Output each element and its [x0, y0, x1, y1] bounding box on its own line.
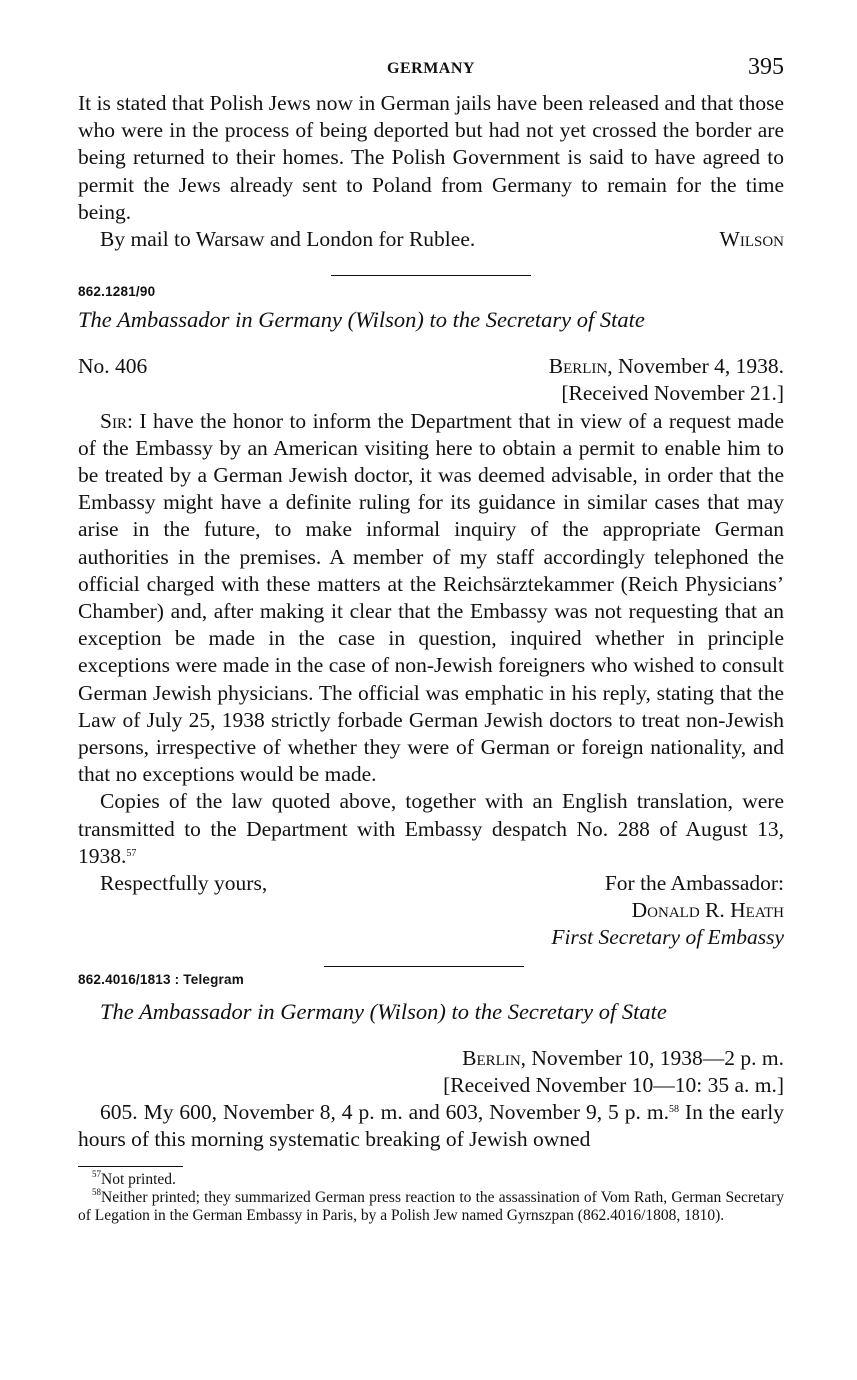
footnote-rule	[78, 1166, 183, 1167]
page-number: 395	[748, 54, 784, 80]
mail-line: By mail to Warsaw and London for Rublee.	[100, 227, 476, 252]
footnote-58	[78, 1186, 784, 1225]
section-divider-2	[324, 966, 524, 967]
dateline-row	[78, 353, 784, 380]
closing: Respectfully yours,	[100, 871, 268, 896]
telegram-body	[78, 1099, 784, 1153]
document-heading-2: The Ambassador in Germany (Wilson) to the Secretary of State	[100, 998, 667, 1024]
file-number-2: 862.4016/1813 : Telegram	[78, 971, 244, 987]
despatch-number: No. 406	[78, 354, 148, 379]
dateline-date-2: , November 10, 1938—2 p. m.	[520, 1045, 784, 1070]
footnote-text-2: Neither printed; they summarized German press reaction to the assassination of Vom Rath, German Secretary of Legation in the German Embassy in Paris, by a Polish Jew named Gyrnszpan (862.4016/1808, 1810).	[78, 1188, 784, 1224]
document-heading: The Ambassador in Germany (Wilson) to the Secretary of State	[78, 307, 645, 333]
signature: Wilson	[719, 227, 784, 252]
received-line: [Received November 21.]	[561, 381, 784, 406]
letter-body-paragraph	[78, 408, 784, 789]
salutation: Sir	[100, 408, 127, 433]
running-title: GERMANY	[387, 60, 475, 77]
received-line-2: [Received November 10—10: 35 a. m.]	[443, 1072, 784, 1097]
footnote-ref-2: 58	[668, 1104, 679, 1116]
for-line: For the Ambassador:	[604, 871, 784, 896]
letter-body-paragraph-2	[78, 788, 784, 870]
dateline-place: Berlin	[548, 354, 608, 379]
footnote-57	[78, 1168, 784, 1189]
footnote-text: Not printed.	[101, 1170, 176, 1188]
signer-name: Donald R. Heath	[631, 898, 784, 923]
dateline-place-2: Berlin	[462, 1045, 521, 1070]
telegram-text: 605. My 600, November 8, 4 p. m. and 603, November 9, 5 p. m.	[100, 1100, 669, 1125]
footnote-marker-2: 58	[92, 1186, 101, 1197]
dateline	[549, 353, 784, 380]
document-page	[78, 52, 784, 1225]
letter-body-text: : I have the honor to inform the Department that in view of a request made of the Embassy by an American visiting here to obtain a permit to enable him to be treated by a German Jewish doctor, it was deemed advisable, in order that the Embassy might have a definite ruling for its guidance in similar cases that may arise in the future, to make informal inquiry of the appropriate German authorities in the premises. A member of my staff accordingly telephoned the official charged with these matters at the Reichsärztekammer (Reich Physicians’ Chamber) and, after making it clear that the Embassy was not requesting that an exception be made in the case in question, inquired whether in principle exceptions were made in the case of non-Jewish foreigners who wished to consult German Jewish physicians. The official was emphatic in his reply, stating that the Law of July 25, 1938 strictly forbade German Jewish doctors to treat non-Jewish persons, irrespective of whether they were of German or foreign nationality, and that no exceptions would be made.	[78, 408, 784, 787]
file-number: 862.1281/90	[78, 284, 156, 300]
signer-title: First Secretary of Embassy	[551, 925, 784, 950]
dateline-date: , November 4, 1938.	[607, 354, 784, 379]
closing-row	[78, 870, 784, 897]
dateline-2	[78, 1045, 784, 1072]
footnote-ref: 57	[126, 847, 137, 859]
running-head	[78, 52, 784, 90]
file-rule-row	[78, 966, 784, 987]
footnote-marker: 57	[92, 1168, 101, 1179]
letter-body-text-2: Copies of the law quoted above, together with an English translation, were transmitted to the Department with Embassy despatch No. 288 of August 13, 1938.	[78, 789, 784, 868]
intro-paragraph: It is stated that Polish Jews now in German jails have been released and that those who were in the process of being deported but had not yet crossed the border are being returned to their homes. The Polish Government is said to have agreed to permit the Jews already sent to Poland from Germany to remain for the time being.	[78, 91, 784, 224]
intro-mail-row	[78, 226, 784, 253]
telegram-text-cont: In the early hours of this morning systematic breaking of Jewish owned	[78, 1100, 784, 1152]
